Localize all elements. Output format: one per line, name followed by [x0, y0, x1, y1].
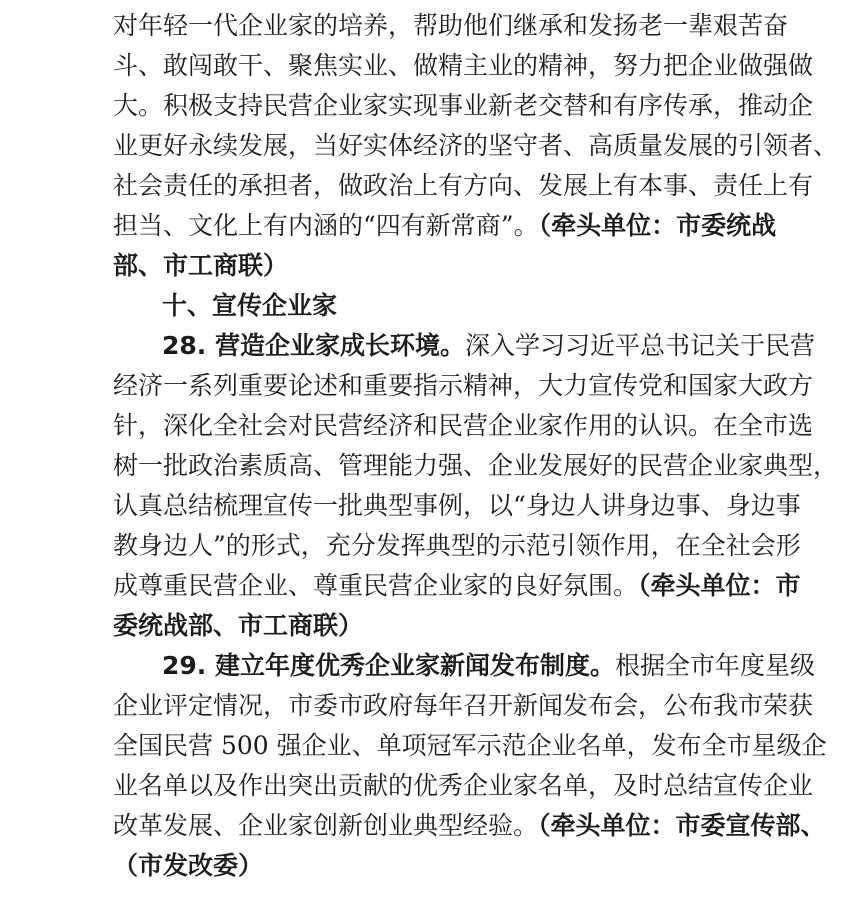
lead-unit-note: （牵头单位：市委宣传部、 [538, 811, 826, 840]
paragraph-line: 业更好永续发展，当好实体经济的坚守者、高质量发展的引领者、 [113, 131, 839, 160]
lead-unit-note: 部、市工商联） [113, 251, 289, 280]
paragraph-line: 经济一系列重要论述和重要指示精神，大力宣传党和国家大政方 [113, 371, 814, 400]
paragraph-line: 业名单以及作出突出贡献的优秀企业家名单，及时总结宣传企业 [113, 771, 814, 800]
body-text: 担当、文化上有内涵的“四有新常商”。 [113, 211, 539, 240]
paragraph-line [113, 806, 826, 846]
paragraph-line: 对年轻一代企业家的培养，帮助他们继承和发扬老一辈艰苦奋 [113, 11, 789, 40]
paragraph-line [162, 646, 816, 686]
paragraph-line: 针，深化全社会对民营经济和民营企业家作用的认识。在全市选 [113, 411, 814, 440]
paragraph-line [162, 326, 816, 366]
paragraph-line: 社会责任的承担者，做政治上有方向、发展上有本事、责任上有 [113, 171, 814, 200]
paragraph-line [113, 846, 753, 886]
paragraph-line [113, 246, 753, 286]
item-title: 28. 营造企业家成长环境。 [162, 331, 465, 360]
body-text: 深入学习习近平总书记关于民营 [465, 331, 816, 360]
paragraph-line: 认真总结梳理宣传一批典型事例，以“身边人讲身边事、身边事 [113, 491, 801, 520]
paragraph-line: 树一批政治素质高、管理能力强、企业发展好的民营企业家典型， [113, 451, 839, 480]
paragraph-line: 企业评定情况，市委市政府每年召开新闻发布会，公布我市荣获 [113, 691, 814, 720]
paragraph-line: 斗、敢闯敢干、聚焦实业、做精主业的精神，努力把企业做强做 [113, 51, 814, 80]
paragraph-line: 教身边人”的形式，充分发挥典型的示范引领作用，在全社会形 [113, 531, 801, 560]
lead-unit-note: 市发改委） [138, 851, 264, 880]
paragraph-line: 全国民营 500 强企业、单项冠军示范企业名单，发布全市星级企 [113, 731, 827, 760]
paragraph-line: 大。积极支持民营企业家实现事业新老交替和有序传承，推动企 [113, 91, 814, 120]
body-text: 成尊重民营企业、尊重民营企业家的良好氛围。 [113, 571, 639, 600]
body-text: 根据全市年度星级 [615, 651, 816, 680]
paragraph-line [113, 206, 777, 246]
paragraph-line [113, 606, 753, 646]
body-text: 改革发展、企业家创新创业典型经验。 [113, 811, 539, 840]
paragraph-line [113, 566, 801, 606]
lead-unit-note: （ [113, 851, 139, 880]
lead-unit-note: （牵头单位：市委统战 [538, 211, 777, 240]
lead-unit-note: （牵头单位：市 [638, 571, 801, 600]
lead-unit-note: 委统战部、市工商联） [113, 611, 364, 640]
section-heading: 十、宣传企业家 [162, 291, 338, 320]
item-title: 29. 建立年度优秀企业家新闻发布制度。 [162, 651, 615, 680]
